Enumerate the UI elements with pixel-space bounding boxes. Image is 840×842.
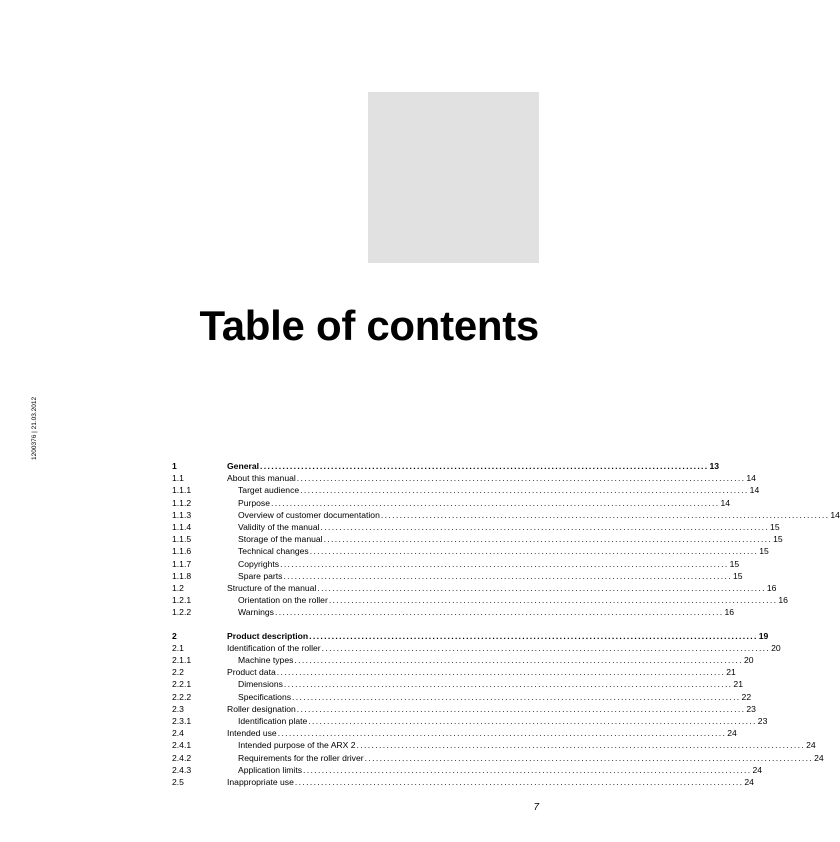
toc-row[interactable] [172,558,740,570]
toc-entry-label: Roller designation [227,703,296,714]
toc-entry-label: Spare parts [238,570,283,581]
toc-entry [238,606,735,618]
toc-entry-label: Validity of the manual [238,521,320,532]
toc-entry [238,654,754,666]
toc-entry-label: Identification plate [238,715,308,726]
toc-entry [238,545,769,557]
toc-section-number: 1.1.8 [172,570,192,581]
toc-section-number: 2.4.2 [172,752,192,763]
toc-page-number: 24 [727,728,737,739]
toc-page-number: 14 [830,509,840,520]
toc-entry-label: Orientation on the roller [238,595,328,606]
toc-page-number: 15 [770,521,780,532]
toc-entry [238,558,740,570]
toc-entry [238,509,840,521]
toc-entry-label: Identification of the roller [227,642,321,653]
toc-entry-label: Copyrights [238,558,280,569]
toc-section-number: 1 [172,461,177,471]
toc-dot-leader: ........................................................................................................................ [277,728,727,739]
page-title: Table of contents [199,302,539,349]
toc-entry [227,703,756,715]
toc-section-number: 2.5 [172,776,184,787]
toc-entry-label: Storage of the manual [238,534,323,545]
toc-row[interactable] [172,666,736,678]
toc-dot-leader: ........................................................................................................................ [276,667,726,678]
toc-entry-label: About this manual [227,473,296,484]
toc-page-number: 21 [733,679,743,690]
toc-page-number: 19 [758,630,769,641]
toc-page-number: 23 [746,703,756,714]
toc-row[interactable] [172,545,769,557]
toc-dot-leader: ........................................................................................................................ [300,485,749,496]
toc-entry [238,691,752,703]
toc-entry [238,521,780,533]
toc-entry [227,642,781,654]
toc-page-number: 15 [732,570,743,581]
toc-row[interactable] [172,606,735,618]
toc-dot-leader: ........................................................................................................................ [323,534,773,545]
toc-entry [238,594,788,606]
toc-entry-label: Application limits [238,764,302,775]
toc-entry-label: Warnings [238,607,274,618]
toc-section-number: 1.1.4 [172,521,192,532]
toc-section-number: 1.2.2 [172,607,192,618]
toc-page-number: 20 [743,655,754,665]
toc-dot-leader: ........................................................................................................................ [294,776,744,787]
toc-entry-label: Product description [227,630,309,641]
toc-dot-leader: ........................................................................................................................ [321,642,771,653]
toc-page-number: 20 [771,642,781,653]
toc-dot-leader: ........................................................................................................................ [317,582,766,593]
toc-dot-leader: ........................................................................................................................ [303,764,752,775]
toc-section-number: 1.1.2 [172,497,192,508]
toc-entry [238,752,824,764]
toc-page-number: 22 [741,691,752,702]
toc-section-number: 1.2 [172,582,184,593]
toc-entry-label: Intended purpose of the ARX 2 [238,740,356,751]
toc-section-number: 2.4.1 [172,740,192,751]
toc-row[interactable] [172,703,756,715]
toc-entry [238,570,743,582]
toc-row[interactable] [172,533,783,545]
toc-row[interactable] [172,764,763,776]
toc-section-number: 2.1 [172,642,184,653]
toc-dot-leader: ........................................................................................................................ [308,715,757,726]
toc-row[interactable] [172,678,743,690]
toc-section-number: 1.1.3 [172,509,192,520]
toc-row[interactable] [172,642,781,654]
toc-section-number: 1.1.1 [172,485,192,496]
toc-page-number: 24 [814,752,824,763]
toc-entry-label: Purpose [238,497,271,508]
toc-row[interactable] [172,582,777,594]
toc-entry-label: Inappropriate use [227,776,294,787]
toc-dot-leader: ........................................................................................................................ [320,521,770,532]
toc-entry-label: Intended use [227,728,277,739]
toc-row[interactable] [172,654,754,666]
toc-row[interactable] [172,472,756,484]
toc-dot-leader: ........................................................................................................................ [274,607,724,618]
toc-section-number: 2.2.2 [172,691,192,702]
toc-dot-leader: ........................................................................................................................ [296,703,746,714]
toc-page-number: 13 [709,461,720,471]
toc-entry-label: Specifications [238,691,292,702]
toc-entry [227,582,777,594]
toc-entry [238,739,816,751]
toc-section-number: 1.2.1 [172,595,192,606]
toc-page-number: 14 [720,497,731,508]
toc-page-number: 16 [766,582,777,593]
toc-page-number: 16 [778,595,788,606]
toc-section-number: 2.3 [172,703,184,714]
toc-page-number: 15 [773,534,783,545]
toc-row[interactable] [172,739,816,751]
toc-page-number: 15 [759,546,769,557]
toc-section-number: 2.2 [172,667,184,678]
toc-row[interactable] [172,594,788,606]
toc-entry [238,678,743,690]
toc-dot-leader: ........................................................................................................................ [309,630,758,641]
toc-section-number: 1.1.6 [172,546,192,557]
toc-entry [227,460,720,472]
toc-entry [227,727,737,739]
toc-entry [238,764,763,776]
toc-entry-label: Overview of customer documentation [238,509,380,520]
toc-row[interactable] [172,497,731,509]
toc-row[interactable] [172,521,780,533]
toc-dot-leader: ........................................................................................................................ [283,679,733,690]
toc-dot-leader: ........................................................................................................................ [271,497,720,508]
toc-page-number: 24 [806,740,816,751]
toc-entry [238,484,760,496]
toc-row[interactable] [172,509,840,521]
toc-entry [227,666,736,678]
toc-entry-label: Requirements for the roller driver [238,752,364,763]
toc-entry-label: Machine types [238,655,294,665]
toc-entry [238,715,768,727]
toc-entry-label: Target audience [238,485,300,496]
toc-section-number: 1.1.5 [172,534,192,545]
toc-dot-leader: ........................................................................................................................ [292,691,741,702]
toc-section-number: 2.3.1 [172,715,192,726]
toc-page-number: 14 [749,485,760,496]
toc-row[interactable] [172,752,824,764]
toc-entry-label: Structure of the manual [227,582,317,593]
toc-page-number: 14 [746,473,756,484]
header-gray-block [368,92,539,263]
document-code-vertical: 1200376 | 21.03.2012 [31,396,38,460]
toc-entry-label: Dimensions [238,679,283,690]
toc-row[interactable] [172,715,768,727]
table-of-contents [172,460,840,788]
toc-section-number: 1.1 [172,473,184,484]
toc-page-number: 15 [729,558,740,569]
toc-row[interactable] [172,776,754,788]
toc-entry-label: General [227,461,260,471]
toc-entry-label: Product data [227,667,276,678]
toc-dot-leader: ........................................................................................................................ [296,473,746,484]
toc-row[interactable] [172,691,752,703]
toc-row[interactable] [172,484,760,496]
toc-page-number: 24 [752,764,763,775]
toc-section-number: 2.4 [172,728,184,739]
toc-entry [227,472,756,484]
toc-dot-leader: ........................................................................................................................ [309,546,759,557]
toc-page-number: 24 [744,776,754,787]
toc-dot-leader: ........................................................................................................................ [380,509,830,520]
toc-section-number: 2.1.1 [172,655,192,665]
toc-dot-leader: ........................................................................................................................ [328,595,778,606]
toc-entry [238,497,731,509]
toc-section-number: 2.4.3 [172,764,192,775]
toc-section-number: 2 [172,630,177,641]
toc-dot-leader: ........................................................................................................................ [294,655,743,665]
toc-entry-label: Technical changes [238,546,309,557]
toc-entry [227,630,769,642]
toc-page-number: 21 [726,667,736,678]
toc-row[interactable] [172,727,737,739]
toc-page-number: 16 [724,607,735,618]
toc-entry [238,533,783,545]
toc-dot-leader: ........................................................................................................................ [364,752,814,763]
toc-dot-leader: ........................................................................................................................ [280,558,729,569]
toc-section-number: 1.1.7 [172,558,192,569]
toc-page-number: 23 [757,715,768,726]
toc-dot-leader: ........................................................................................................................ [283,570,732,581]
toc-dot-leader: ........................................................................................................................ [260,461,709,471]
toc-row[interactable] [172,460,720,472]
toc-row[interactable] [172,570,743,582]
toc-section-number: 2.2.1 [172,679,192,690]
page-number: 7 [533,802,539,813]
toc-entry [227,776,754,788]
toc-row[interactable] [172,630,769,642]
toc-dot-leader: ........................................................................................................................ [356,740,806,751]
